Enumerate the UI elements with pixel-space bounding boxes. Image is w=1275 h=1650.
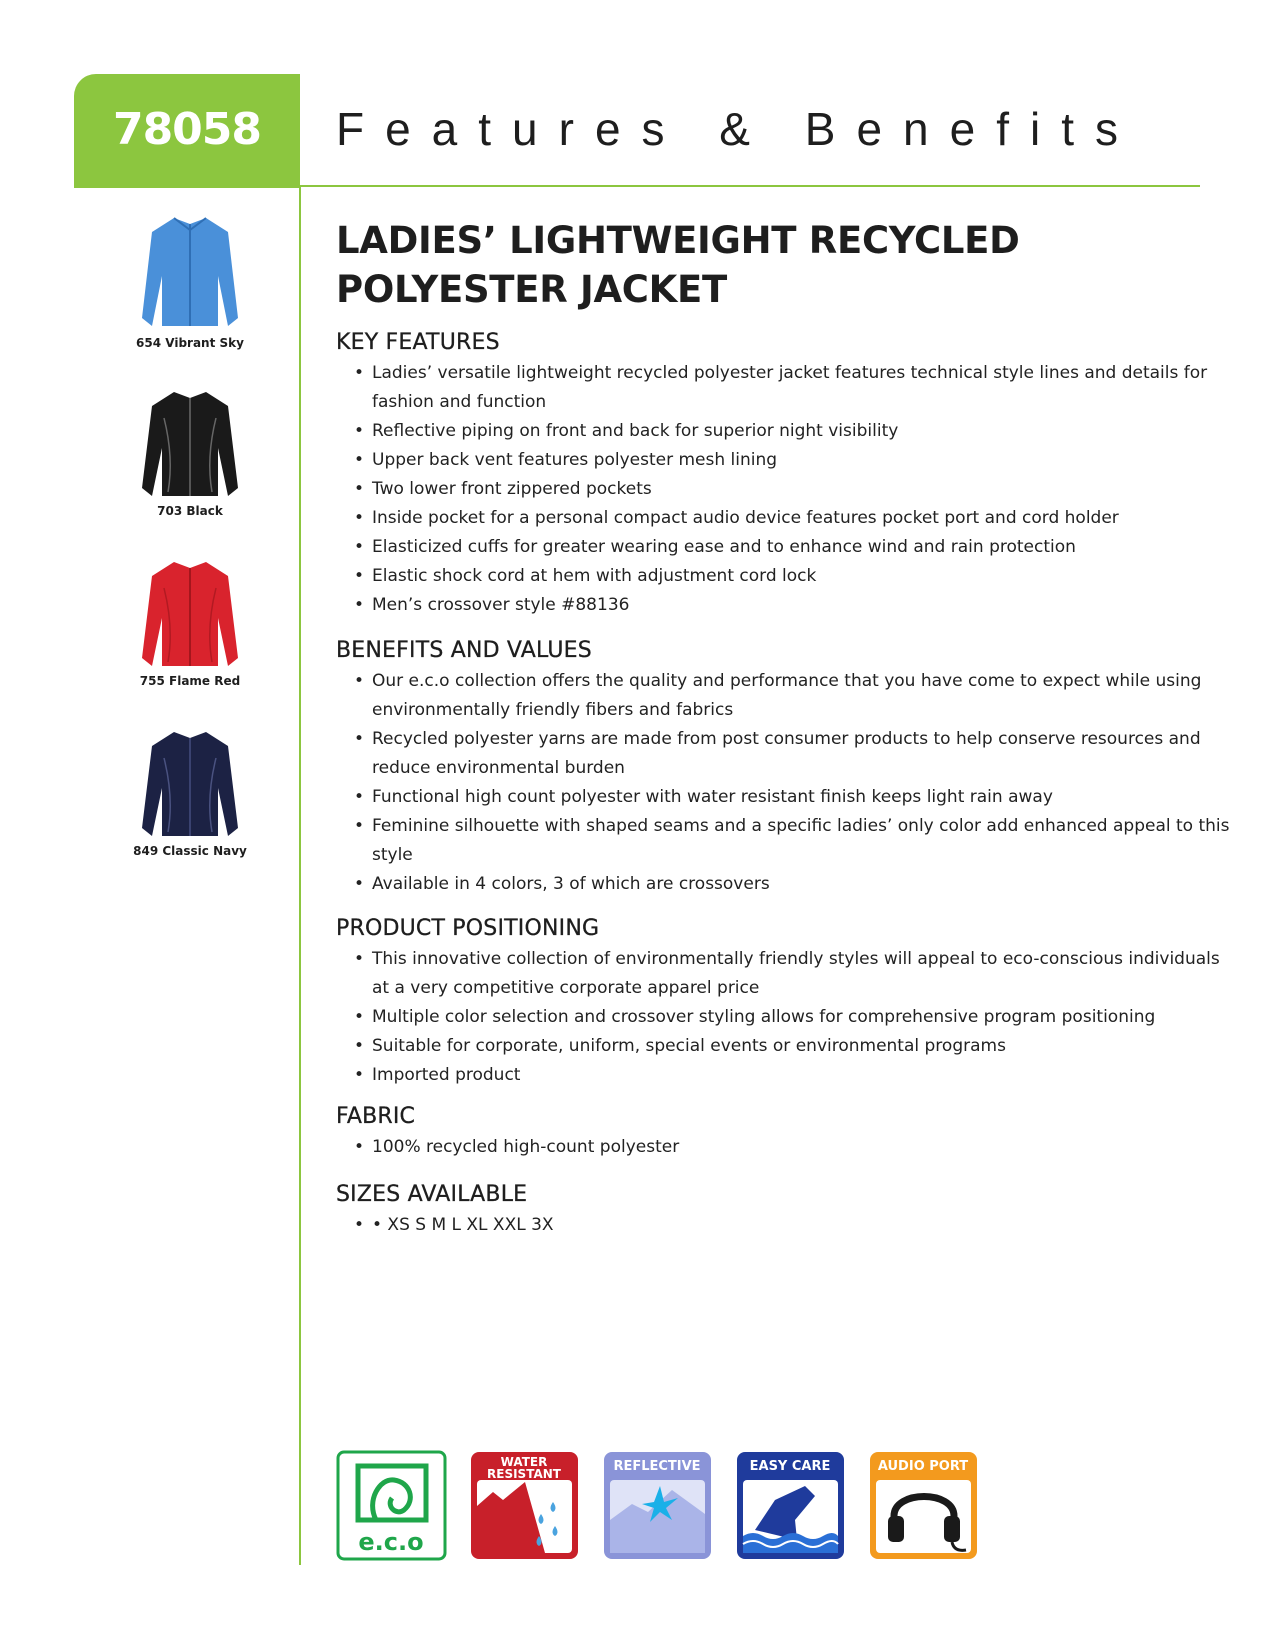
swatch-flame-red: [110, 558, 270, 688]
eco-badge-icon: [336, 1450, 447, 1561]
list-item-text: Recycled polyester yarns are made from post consumer products to help conserve resources and reduce environmental burden: [372, 729, 1201, 778]
header-divider: [300, 185, 1200, 187]
bullet-icon: •: [354, 1065, 365, 1085]
section-heading: PRODUCT POSITIONING: [336, 916, 600, 941]
bullet-icon: •: [354, 595, 365, 615]
list-item-text: Feminine silhouette with shaped seams and a specific ladies’ only color add enhanced appeal to this style: [372, 816, 1230, 865]
list-item-text: This innovative collection of environmentally friendly styles will appeal to eco-conscious individuals at a very competitive corporate apparel price: [372, 949, 1220, 998]
list-item: [336, 812, 1236, 870]
eco-badge-label: e.c.o: [358, 1528, 424, 1556]
reflective-badge-icon: [602, 1450, 713, 1561]
list-item: [336, 1061, 1236, 1090]
sidebar-divider: [299, 185, 301, 1565]
sizes-list: [336, 1211, 1236, 1240]
bullet-icon: •: [354, 729, 365, 749]
list-item: [336, 783, 1236, 812]
list-item-text: Inside pocket for a personal compact audio device features pocket port and cord holder: [372, 508, 1119, 528]
list-item: [336, 870, 1236, 899]
jacket-icon: [134, 388, 246, 500]
list-item-text: Imported product: [372, 1065, 521, 1085]
jacket-icon: [134, 728, 246, 840]
section-fabric: [336, 1104, 1236, 1162]
water-badge-label-1: WATER: [500, 1455, 548, 1469]
jacket-icon: [134, 214, 246, 332]
list-item-text: Multiple color selection and crossover styling allows for comprehensive program positioning: [372, 1007, 1156, 1027]
bullet-icon: •: [354, 816, 365, 836]
list-item: [336, 533, 1236, 562]
list-item: [336, 1133, 1236, 1162]
bullet-icon: •: [354, 566, 365, 586]
audio-port-badge-icon: [868, 1450, 979, 1561]
list-item: [336, 446, 1236, 475]
swatch-classic-navy: [110, 728, 270, 858]
list-item-text: Functional high count polyester with water resistant finish keeps light rain away: [372, 787, 1053, 807]
list-item-text: Ladies’ versatile lightweight recycled polyester jacket features technical style lines and details for fashion and function: [372, 363, 1208, 412]
bullet-icon: •: [354, 1215, 365, 1235]
list-item-text: Men’s crossover style #88136: [372, 595, 630, 615]
style-number: 78058: [112, 104, 262, 155]
list-item-text: Our e.c.o collection offers the quality and performance that you have come to expect while using environmentally friendly fibers and fabrics: [372, 671, 1202, 720]
list-item-text: 100% recycled high-count polyester: [372, 1137, 680, 1157]
section-heading: SIZES AVAILABLE: [336, 1182, 528, 1207]
list-item-text: Elasticized cuffs for greater wearing ease and to enhance wind and rain protection: [372, 537, 1076, 557]
reflective-badge-label: REFLECTIVE: [613, 1459, 701, 1474]
bullet-icon: •: [354, 949, 365, 969]
easy-care-badge-icon: [735, 1450, 846, 1561]
swatch-label: 654 Vibrant Sky: [136, 336, 244, 350]
easy-care-badge-label: EASY CARE: [749, 1459, 831, 1474]
list-item: [336, 475, 1236, 504]
style-number-tab: [74, 74, 300, 188]
list-item: [336, 591, 1236, 620]
page-title: Features & Benefits: [336, 103, 1139, 155]
section-positioning: [336, 916, 1236, 1090]
list-item-text: Upper back vent features polyester mesh lining: [372, 450, 778, 470]
swatch-vibrant-sky: [110, 214, 270, 350]
swatch-black: [110, 388, 270, 518]
swatch-label: 755 Flame Red: [139, 674, 241, 688]
bullet-icon: •: [354, 1036, 365, 1056]
list-item: [336, 667, 1236, 725]
section-heading: KEY FEATURES: [336, 330, 500, 355]
bullet-icon: •: [354, 421, 365, 441]
bullet-icon: •: [354, 450, 365, 470]
list-item: [336, 1211, 1236, 1240]
bullet-icon: •: [354, 479, 365, 499]
list-item: [336, 1032, 1236, 1061]
audio-port-badge-label: AUDIO PORT: [877, 1459, 969, 1474]
list-item: [336, 562, 1236, 591]
list-item: [336, 359, 1236, 417]
swatch-label: 703 Black: [157, 504, 223, 518]
list-item: [336, 1003, 1236, 1032]
feature-list: [336, 359, 1236, 620]
list-item: [336, 725, 1236, 783]
section-benefits: [336, 638, 1236, 899]
fabric-list: [336, 1133, 1236, 1162]
section-heading: BENEFITS AND VALUES: [336, 638, 592, 663]
list-item: [336, 945, 1236, 1003]
bullet-icon: •: [354, 874, 365, 894]
list-item: [336, 504, 1236, 533]
bullet-icon: •: [354, 1007, 365, 1027]
bullet-icon: •: [354, 508, 365, 528]
section-key-features: [336, 330, 1236, 620]
swatch-label: 849 Classic Navy: [133, 844, 247, 858]
section-heading: FABRIC: [336, 1104, 416, 1129]
bullet-icon: •: [354, 787, 365, 807]
bullet-icon: •: [354, 537, 365, 557]
list-item-text: Suitable for corporate, uniform, special events or environmental programs: [372, 1036, 1006, 1056]
product-title: LADIES’ LIGHTWEIGHT RECYCLED POLYESTER JACKET: [336, 219, 1020, 311]
jacket-icon: [134, 558, 246, 670]
list-item-text: Two lower front zippered pockets: [372, 479, 652, 499]
list-item-text: Reflective piping on front and back for superior night visibility: [372, 421, 899, 441]
bullet-icon: •: [354, 363, 365, 383]
section-sizes: [336, 1182, 1236, 1240]
positioning-list: [336, 945, 1236, 1090]
water-badge-label-2: RESISTANT: [487, 1467, 561, 1481]
list-item-text: • XS S M L XL XXL 3X: [372, 1215, 554, 1235]
bullet-icon: •: [354, 671, 365, 691]
list-item-text: Available in 4 colors, 3 of which are crossovers: [372, 874, 770, 894]
benefit-list: [336, 667, 1236, 899]
water-resistant-badge-icon: [469, 1450, 580, 1561]
list-item-text: Elastic shock cord at hem with adjustment cord lock: [372, 566, 817, 586]
list-item: [336, 417, 1236, 446]
bullet-icon: •: [354, 1137, 365, 1157]
